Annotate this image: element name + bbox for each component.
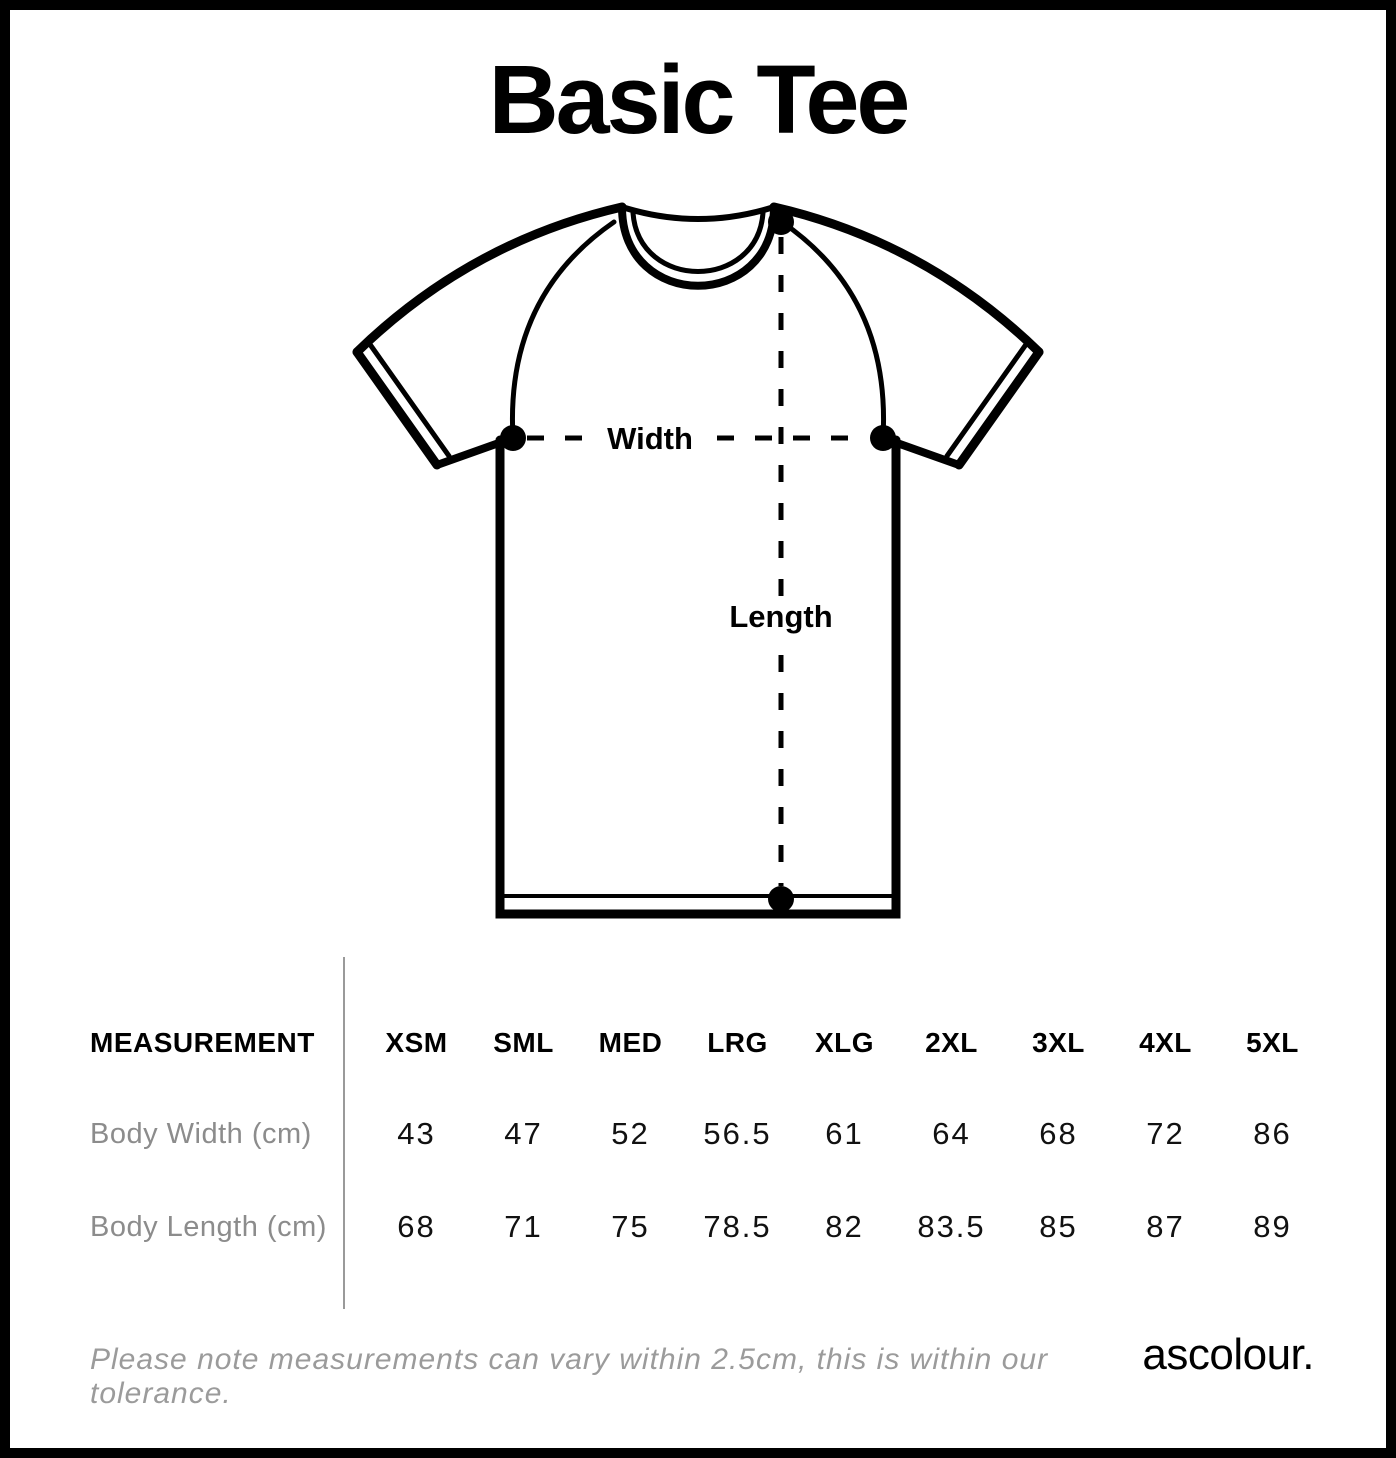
size-header-3xl: 3XL (1032, 1027, 1085, 1058)
row-label-body-width: Body Width (cm) (90, 1117, 312, 1150)
neck-point-dot (768, 209, 794, 235)
body-length-4xl: 87 (1146, 1209, 1185, 1244)
body-length-xlg: 82 (825, 1209, 864, 1244)
body-width-xlg: 61 (825, 1116, 864, 1151)
right-shoulder-line (774, 207, 1039, 352)
body-width-sml: 47 (504, 1116, 543, 1151)
size-header-sml: SML (493, 1027, 554, 1058)
left-cuff-inner-line (369, 343, 449, 456)
table-header-row (90, 1025, 1326, 1061)
body-width-xsm: 43 (397, 1116, 436, 1151)
body-width-lrg: 56.5 (703, 1116, 772, 1151)
right-armhole-seam (782, 222, 884, 438)
size-header-2xl: 2XL (925, 1027, 978, 1058)
body-width-4xl: 72 (1146, 1116, 1185, 1151)
body-length-2xl: 83.5 (917, 1209, 986, 1244)
width-label: Width (607, 421, 693, 456)
left-shoulder-line (357, 207, 622, 352)
size-header-5xl: 5XL (1246, 1027, 1299, 1058)
length-label: Length (729, 599, 833, 634)
left-underarm-dot (500, 425, 526, 451)
size-header-lrg: LRG (707, 1027, 768, 1058)
body-length-row (90, 1209, 1326, 1245)
size-header-xsm: XSM (385, 1027, 448, 1058)
right-underarm-dot (870, 425, 896, 451)
body-length-5xl: 89 (1253, 1209, 1292, 1244)
body-width-3xl: 68 (1039, 1116, 1078, 1151)
body-length-med: 75 (611, 1209, 650, 1244)
left-cuff-outer-line (357, 352, 437, 465)
body-length-3xl: 85 (1039, 1209, 1078, 1244)
body-width-2xl: 64 (932, 1116, 971, 1151)
size-header-med: MED (598, 1027, 663, 1058)
footer (90, 1330, 1314, 1411)
body-width-med: 52 (611, 1116, 650, 1151)
body-width-row (90, 1116, 1326, 1152)
tolerance-note: Please note measurements can vary within 2.5cm, this is within our tolerance. (90, 1343, 1049, 1410)
size-header-xlg: XLG (814, 1027, 875, 1058)
measurement-header: MEASUREMENT (90, 1027, 315, 1058)
row-label-body-length: Body Length (cm) (90, 1210, 327, 1243)
body-length-lrg: 78.5 (703, 1209, 772, 1244)
brand-logo: ascolour. (1142, 1330, 1314, 1379)
body-length-sml: 71 (504, 1209, 543, 1244)
right-cuff-outer-line (959, 352, 1039, 465)
hem-point-dot (768, 886, 794, 912)
right-cuff-inner-line (947, 343, 1027, 456)
back-neck-line (622, 207, 774, 219)
body-outline (500, 440, 896, 914)
size-header-4xl: 4XL (1139, 1027, 1192, 1058)
body-width-5xl: 86 (1253, 1116, 1292, 1151)
left-armhole-seam (512, 222, 614, 438)
page-title: Basic Tee (488, 45, 908, 154)
body-length-xsm: 68 (397, 1209, 436, 1244)
